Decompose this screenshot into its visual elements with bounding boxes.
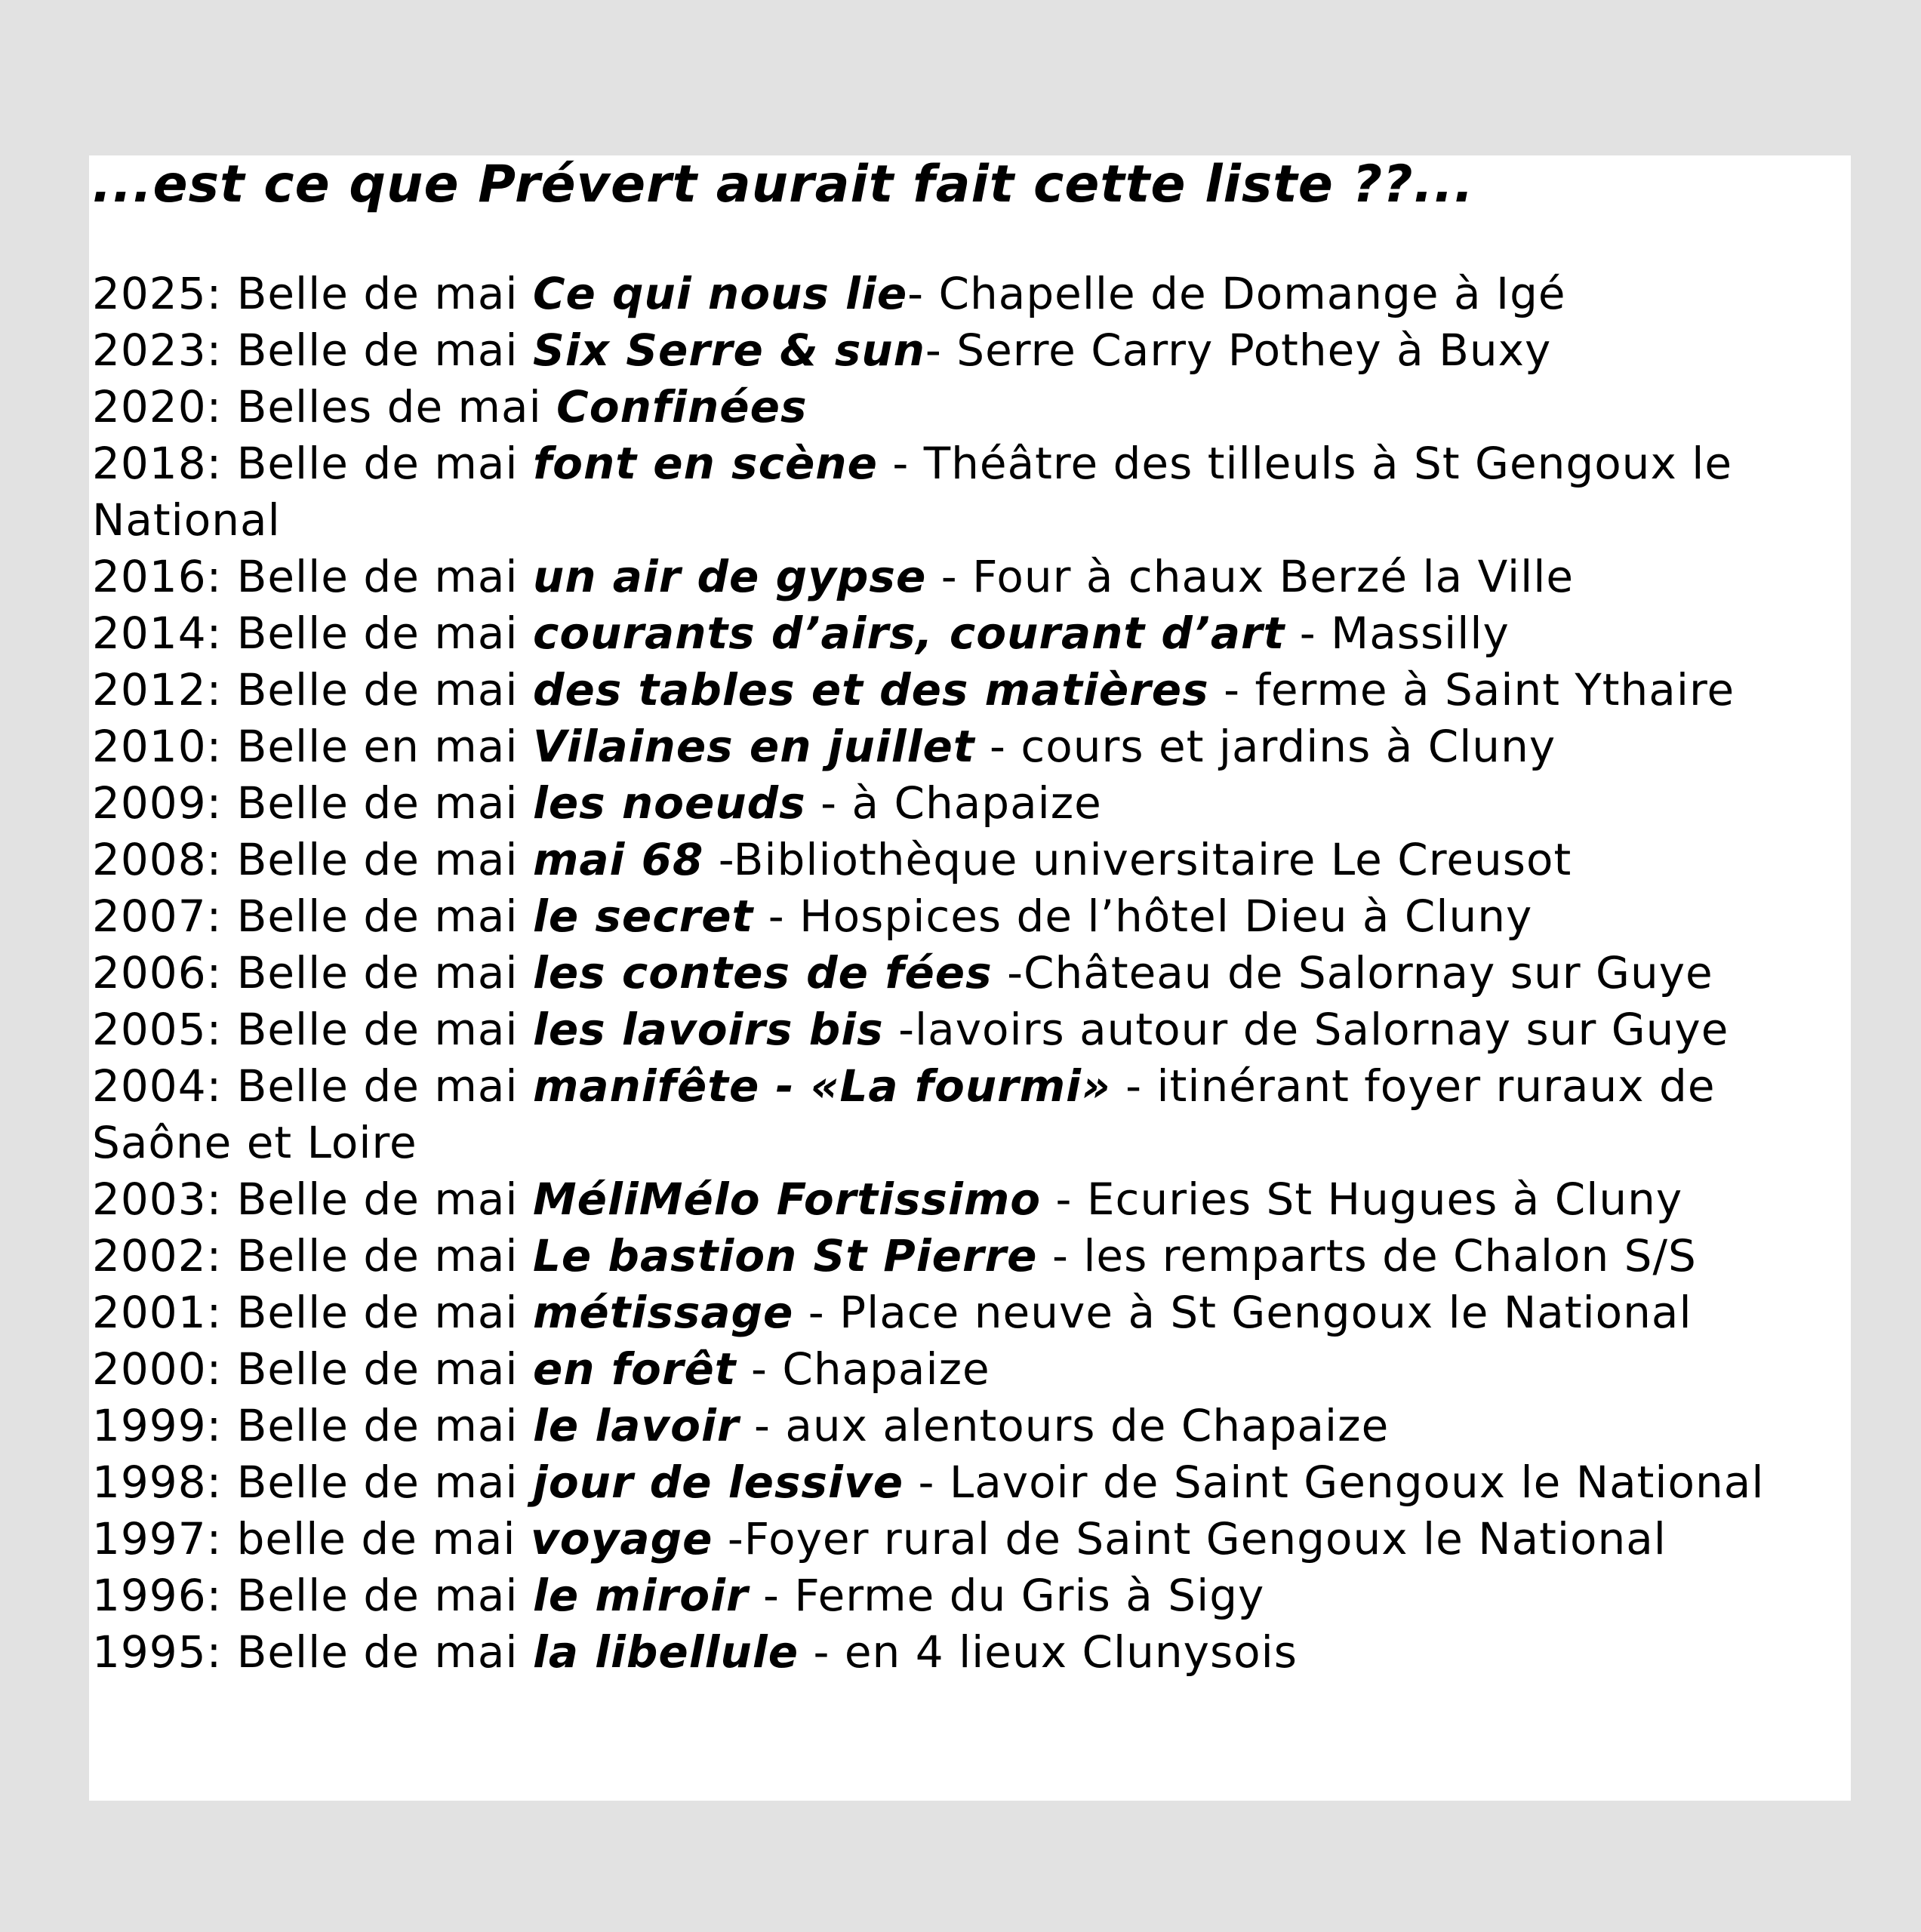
entry-prefix: 2016: Belle de mai [92,551,533,602]
list-item [92,1171,1848,1228]
list-item [92,605,1848,662]
entry-theme: un air de gypse [532,551,927,602]
entry-prefix: 1997: belle de mai [92,1513,531,1564]
entry-theme: le lavoir [532,1400,740,1451]
entry-theme: Six Serre & sun [532,325,925,376]
entry-theme: courants d’airs, courant d’art [532,608,1285,659]
entry-theme: le secret [532,891,754,942]
entry-theme: mai 68 [532,834,704,885]
entry-prefix: 2005: Belle de mai [92,1004,533,1055]
entry-prefix: 2003: Belle de mai [92,1174,533,1225]
entry-prefix: 1995: Belle de mai [92,1626,533,1678]
entry-theme: le miroir [532,1570,749,1621]
list-item [92,266,1848,322]
list-item [92,1001,1848,1058]
entry-suffix: - en 4 lieux Clunysois [799,1626,1298,1678]
entry-prefix: 1996: Belle de mai [92,1570,533,1621]
entry-suffix: - Chapelle de Domange à Igé [907,268,1566,319]
entry-prefix: 2001: Belle de mai [92,1287,533,1338]
entry-suffix: - aux alentours de Chapaize [739,1400,1390,1451]
list-item [92,1341,1848,1398]
list-item [92,888,1848,945]
entry-suffix: - Hospices de l’hôtel Dieu à Cluny [753,891,1533,942]
list-item [92,1454,1848,1511]
list-item [92,322,1848,379]
list-item [92,1284,1848,1341]
exhibition-list [92,266,1848,1681]
entry-theme: Le bastion St Pierre [532,1230,1038,1281]
entry-theme: Vilaines en juillet [532,721,975,772]
document-card [89,155,1851,1801]
entry-theme: MéliMélo Fortissimo [532,1174,1042,1225]
entry-theme: Ce qui nous lie [532,268,908,319]
entry-theme: Confinées [556,381,808,432]
entry-suffix: - Ecuries St Hugues à Cluny [1041,1174,1683,1225]
entry-theme: métissage [532,1287,794,1338]
list-item [92,1624,1848,1681]
entry-suffix: - Serre Carry Pothey à Buxy [925,325,1552,376]
entry-prefix: 2000: Belle de mai [92,1343,533,1395]
entry-suffix: - Four à chaux Berzé la Ville [926,551,1574,602]
entry-suffix: - Théâtre des tilleuls à St Gengoux le National [92,438,1733,546]
entry-theme: manifête - «La fourmi» [532,1060,1111,1112]
entry-prefix: 2008: Belle de mai [92,834,533,885]
list-item [92,549,1848,605]
list-item [92,1567,1848,1624]
entry-prefix: 1998: Belle de mai [92,1457,533,1508]
entry-prefix: 2023: Belle de mai [92,325,533,376]
entry-suffix: - les remparts de Chalon S/S [1037,1230,1697,1281]
entry-prefix: 2018: Belle de mai [92,438,533,489]
entry-prefix: 2010: Belle en mai [92,721,533,772]
entry-prefix: 2020: Belles de mai [92,381,557,432]
entry-theme: les noeuds [532,777,806,829]
document-title: ...est ce que Prévert aurait fait cette liste ??... [92,155,1474,214]
list-item [92,1228,1848,1284]
entry-suffix: - Chapaize [736,1343,990,1395]
entry-suffix: - cours et jardins à Cluny [974,721,1556,772]
entry-suffix: - Ferme du Gris à Sigy [748,1570,1265,1621]
entry-suffix: - Lavoir de Saint Gengoux le National [904,1457,1765,1508]
entry-suffix: -Château de Salornay sur Guye [992,947,1713,998]
entry-prefix: 2012: Belle de mai [92,664,533,715]
entry-prefix: 2014: Belle de mai [92,608,533,659]
entry-prefix: 2006: Belle de mai [92,947,533,998]
entry-prefix: 1999: Belle de mai [92,1400,533,1451]
list-item [92,379,1848,435]
list-item [92,945,1848,1001]
list-item [92,1398,1848,1454]
entry-suffix: -lavoirs autour de Salornay sur Guye [883,1004,1729,1055]
list-item [92,1511,1848,1567]
entry-suffix: -Foyer rural de Saint Gengoux le National [713,1513,1667,1564]
entry-suffix: - ferme à Saint Ythaire [1208,664,1735,715]
entry-suffix: - à Chapaize [805,777,1102,829]
entry-theme: la libellule [532,1626,799,1678]
entry-theme: des tables et des matières [532,664,1209,715]
list-item [92,435,1848,549]
list-item [92,832,1848,888]
entry-suffix: - Massilly [1285,608,1510,659]
entry-theme: les contes de fées [532,947,993,998]
entry-suffix: -Bibliothèque universitaire Le Creusot [703,834,1572,885]
entry-suffix: - Place neuve à St Gengoux le National [793,1287,1692,1338]
entry-theme: voyage [530,1513,713,1564]
entry-prefix: 2007: Belle de mai [92,891,533,942]
entry-suffix: - itinérant foyer ruraux de Saône et Loire [92,1060,1716,1168]
entry-theme: les lavoirs bis [532,1004,884,1055]
entry-theme: font en scène [532,438,878,489]
entry-theme: en forêt [532,1343,737,1395]
entry-prefix: 2025: Belle de mai [92,268,533,319]
list-item [92,662,1848,718]
list-item [92,1058,1848,1171]
entry-theme: jour de lessive [532,1457,904,1508]
entry-prefix: 2002: Belle de mai [92,1230,533,1281]
list-item [92,775,1848,832]
entry-prefix: 2009: Belle de mai [92,777,533,829]
list-item [92,718,1848,775]
entry-prefix: 2004: Belle de mai [92,1060,533,1112]
